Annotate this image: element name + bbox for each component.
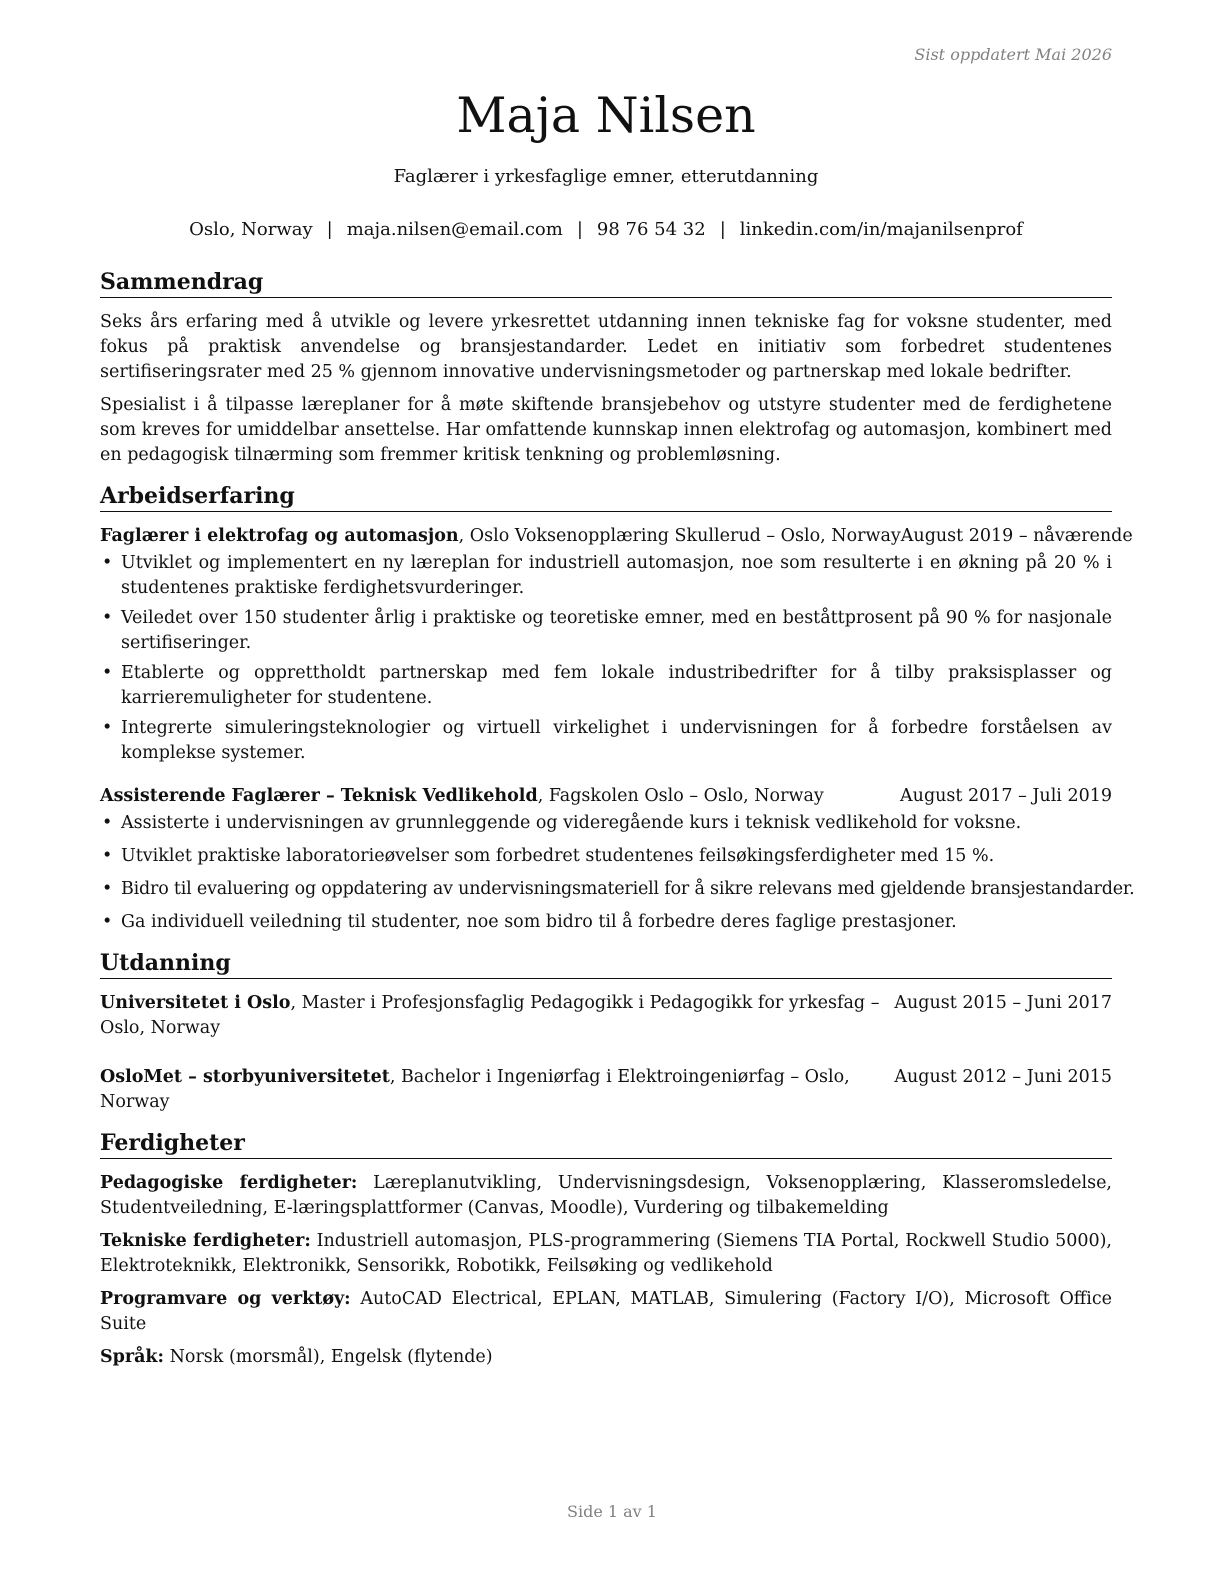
education-entry <box>100 991 1112 1041</box>
candidate-subtitle: Faglærer i yrkesfaglige emner, etterutdanning <box>393 166 819 187</box>
education-school: Universitetet i Oslo <box>100 993 291 1013</box>
page-number: Side 1 av 1 <box>567 1502 657 1521</box>
skill-label: Tekniske ferdigheter: <box>100 1231 311 1251</box>
skill-label: Programvare og verktøy: <box>100 1289 351 1309</box>
list-item: • Bidro til evaluering og oppdatering av undervisningsmateriell for å sikre relevans med gjeldende bransjestandarder. <box>100 877 1112 902</box>
contact-location: Oslo, Norway <box>189 219 313 240</box>
job-entry <box>100 524 1133 766</box>
list-item: • Utviklet og implementert en ny læreplan for industriell automasjon, noe som resulterte i en økning på 20 % i studentenes praktiske ferdighetsvurderinger. <box>102 553 1112 598</box>
bullet-icon: • <box>102 846 113 866</box>
job-dates: August 2017 – Juli 2019 <box>900 786 1112 806</box>
education-dates: August 2015 – Juni 2017 <box>894 993 1112 1013</box>
skill-label: Språk: <box>100 1347 165 1367</box>
skill-group <box>100 1171 1112 1221</box>
bullet-icon: • <box>102 813 113 833</box>
contact-email[interactable]: maja.nilsen@email.com <box>346 219 563 240</box>
section-title: Utdanning <box>100 949 1112 979</box>
skill-text: Industriell automasjon, PLS-programmering (Siemens TIA Portal, Rockwell Studio 5000), Elektroteknikk, Elektronikk, Sensorikk, Robotikk, Feilsøking og vedlikehold <box>100 1231 1112 1276</box>
summary-paragraph: Spesialist i å tilpasse læreplaner for å møte skiftende bransjebehov og utstyre studenter med de ferdighetene som kreves for umiddelbar ansettelse. Har omfattende kunnskap innen elektrofag og automasjon, kombinert med en pedagogisk tilnærming som fremmer kritisk tenkning og problemløsning. <box>100 395 1112 465</box>
job-entry <box>100 784 1135 935</box>
education-details: , Bachelor i Ingeniørfag i Elektroingeniørfag – Oslo, Norway <box>100 1067 850 1112</box>
skill-group <box>100 1345 1112 1370</box>
contact-linkedin[interactable]: linkedin.com/in/majanilsenprof <box>739 219 1023 240</box>
contact-phone: 98 76 54 32 <box>596 219 706 240</box>
job-bullets <box>100 811 1135 935</box>
list-item: • Etablerte og opprettholdt partnerskap med fem lokale industribedrifter for å tilby praksisplasser og karrieremuligheter for studentene. <box>102 663 1112 708</box>
list-item: • Assisterte i undervisningen av grunnleggende og videregående kurs i teknisk vedlikehold for voksne. <box>100 811 1112 836</box>
education-dates: August 2012 – Juni 2015 <box>894 1067 1112 1087</box>
job-dates: August 2019 – nåværende <box>900 526 1133 546</box>
bullet-icon: • <box>102 879 113 899</box>
education-school: OsloMet – storbyuniversitetet <box>100 1067 390 1087</box>
candidate-name: Maja Nilsen <box>456 87 756 144</box>
bullet-icon: • <box>102 718 113 738</box>
summary-section <box>100 268 1112 468</box>
skill-group <box>100 1287 1112 1337</box>
skill-text: AutoCAD Electrical, EPLAN, MATLAB, Simulering (Factory I/O), Microsoft Office Suite <box>100 1289 1112 1334</box>
job-organization: , Oslo Voksenopplæring Skullerud – Oslo, Norway <box>458 526 901 546</box>
section-title: Arbeidserfaring <box>100 482 1112 512</box>
list-item: • Veiledet over 150 studenter årlig i praktiske og teoretiske emner, med en beståttprosent på 90 % for nasjonale sertifiseringer. <box>102 608 1112 653</box>
bullet-icon: • <box>102 663 113 683</box>
resume-content <box>100 268 1135 1378</box>
education-section <box>100 949 1112 1115</box>
skill-text: Norsk (morsmål), Engelsk (flytende) <box>164 1347 493 1367</box>
job-organization: , Fagskolen Oslo – Oslo, Norway <box>537 786 824 806</box>
experience-section <box>100 482 1135 935</box>
contact-line <box>100 219 1112 240</box>
bullet-icon: • <box>102 553 113 573</box>
list-item: • Ga individuell veiledning til studenter, noe som bidro til å forbedre deres faglige prestasjoner. <box>100 910 1112 935</box>
skills-section <box>100 1129 1112 1370</box>
education-entry <box>100 1065 1112 1115</box>
bullet-icon: • <box>102 608 113 628</box>
job-role: Assisterende Faglærer – Teknisk Vedlikehold <box>100 786 538 806</box>
skill-text: Læreplanutvikling, Undervisningsdesign, Voksenopplæring, Klasseromsledelse, Studentveiledning, E-læringsplattformer (Canvas, Moodle), Vurdering og tilbakemelding <box>100 1173 1112 1218</box>
skill-label: Pedagogiske ferdigheter: <box>100 1173 358 1193</box>
section-title: Ferdigheter <box>100 1129 1112 1159</box>
bullet-icon: • <box>102 912 113 932</box>
job-role: Faglærer i elektrofag og automasjon <box>100 526 459 546</box>
skill-group <box>100 1229 1112 1279</box>
job-header <box>100 524 1133 549</box>
contact-separator: | <box>719 219 726 240</box>
last-updated: Sist oppdatert Mai 2026 <box>914 45 1112 64</box>
contact-separator: | <box>326 219 333 240</box>
list-item: • Utviklet praktiske laboratorieøvelser som forbedret studentenes feilsøkingsferdigheter med 15 %. <box>100 844 1112 869</box>
job-bullets <box>100 551 1112 766</box>
contact-separator: | <box>576 219 583 240</box>
list-item: • Integrerte simuleringsteknologier og virtuell virkelighet i undervisningen for å forbedre forståelsen av komplekse systemer. <box>102 718 1112 763</box>
section-title: Sammendrag <box>100 268 1112 298</box>
job-header <box>100 784 1112 809</box>
education-details: , Master i Profesjonsfaglig Pedagogikk i Pedagogikk for yrkesfag – Oslo, Norway <box>100 993 880 1038</box>
summary-paragraph: Seks års erfaring med å utvikle og levere yrkesrettet utdanning innen tekniske fag for voksne studenter, med fokus på praktisk anvendelse og bransjestandarder. Ledet en initiativ som forbedret studentenes sertifiseringsrater med 25 % gjennom innovative undervisningsmetoder og partnerskap med lokale bedrifter. <box>100 312 1112 382</box>
resume-page <box>100 0 1135 1584</box>
